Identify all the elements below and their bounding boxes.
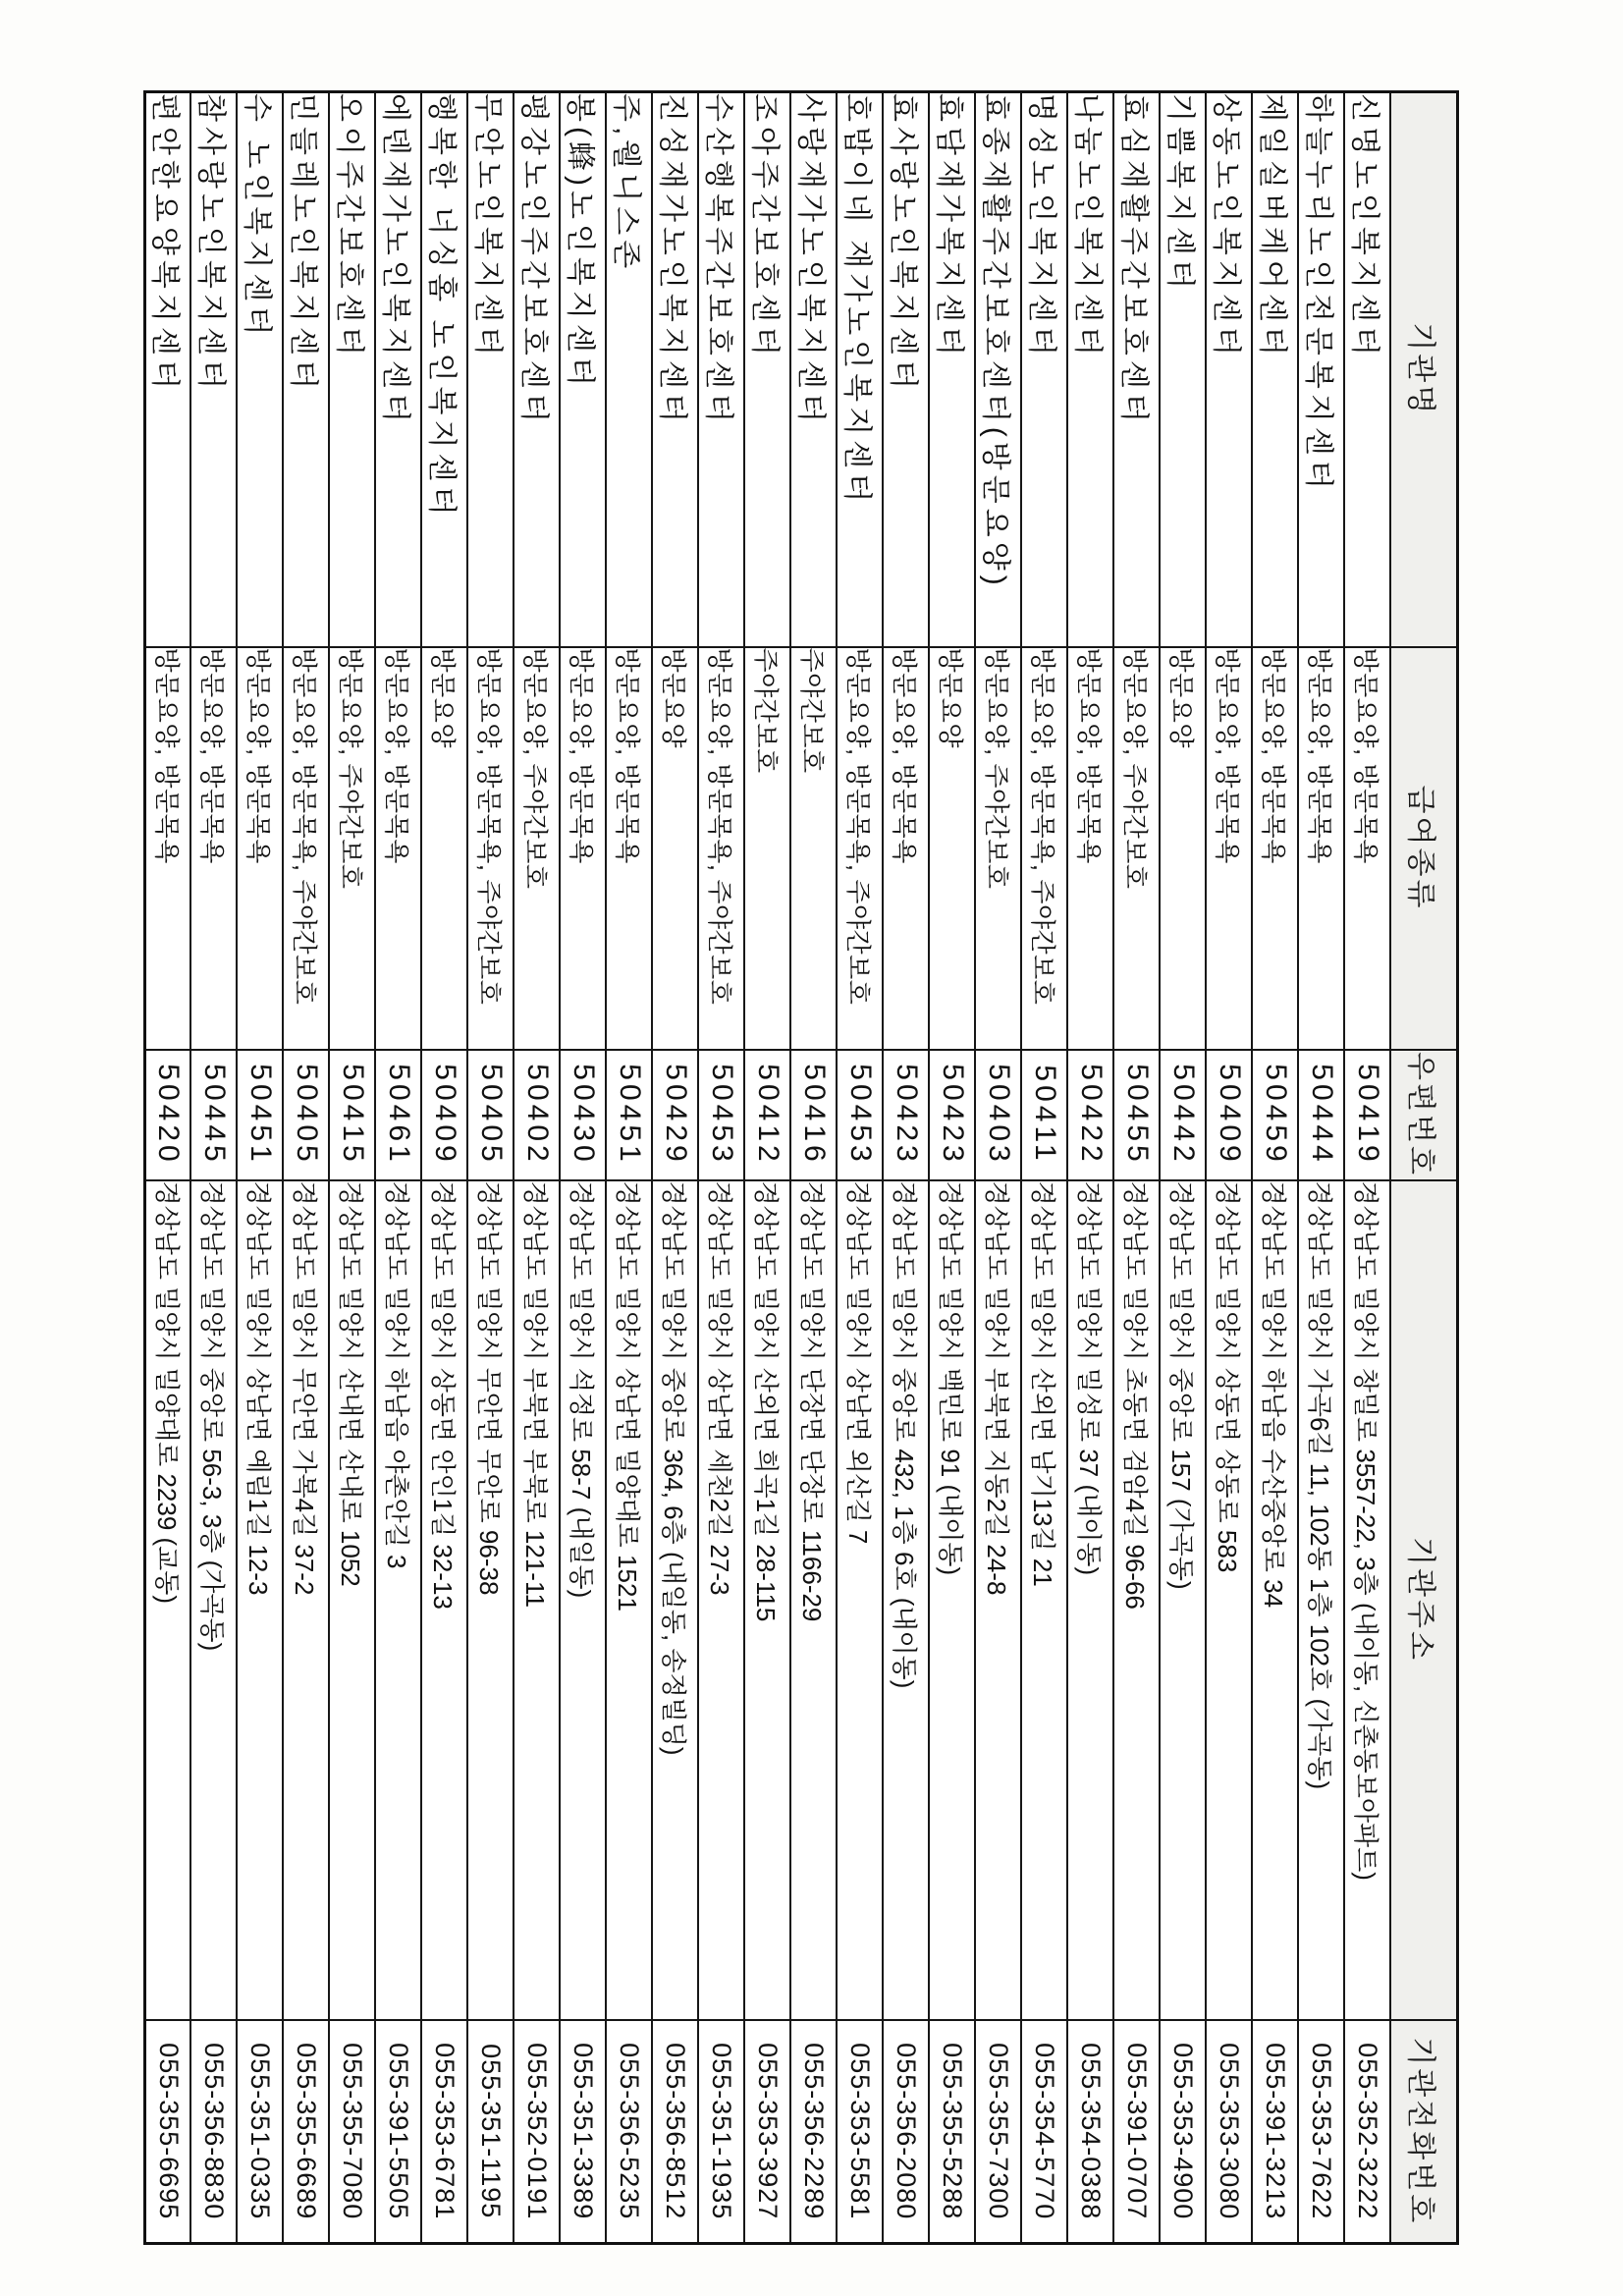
cell-phone: 055-354-0388: [1068, 2020, 1114, 2244]
table-row: [1114, 92, 1161, 2244]
table-row: [1207, 92, 1253, 2244]
table-row: [976, 92, 1022, 2244]
table-row: [930, 92, 976, 2244]
cell-phone: 055-353-4900: [1161, 2020, 1207, 2244]
cell-address: 경상남도 밀양시 밀양대로 2239 (교동): [145, 1180, 191, 2020]
table-row: [514, 92, 561, 2244]
table-row: [422, 92, 468, 2244]
cell-name: 봉(蜂)노인복지센터: [561, 92, 607, 647]
cell-postal: 50429: [653, 1050, 699, 1180]
cell-services: 방문요양, 방문목욕, 주야간보호: [468, 647, 514, 1050]
cell-services: 방문요양, 방문목욕: [607, 647, 653, 1050]
cell-name: 편안한요양복지센터: [145, 92, 191, 647]
col-header-postal: 우편번호: [1391, 1050, 1458, 1180]
cell-address: 경상남도 밀양시 상동면 안인1길 32-13: [422, 1180, 468, 2020]
cell-name: 신명노인복지센터: [1345, 92, 1391, 647]
table-header-row: [1391, 92, 1458, 2244]
cell-services: 방문요양: [653, 647, 699, 1050]
cell-phone: 055-351-3389: [561, 2020, 607, 2244]
cell-services: 방문요양, 방문목욕, 주야간보호: [284, 647, 330, 1050]
cell-postal: 50444: [1299, 1050, 1345, 1180]
cell-address: 경상남도 밀양시 상남면 외산길 7: [838, 1180, 884, 2020]
cell-postal: 50430: [561, 1050, 607, 1180]
table-row: [284, 92, 330, 2244]
cell-phone: 055-353-3927: [745, 2020, 791, 2244]
cell-phone: 055-391-3213: [1253, 2020, 1299, 2244]
cell-services: 방문요양, 주야간보호: [514, 647, 561, 1050]
cell-services: 방문요양, 방문목욕, 주야간보호: [838, 647, 884, 1050]
cell-postal: 50419: [1345, 1050, 1391, 1180]
cell-services: 방문요양, 방문목욕: [1299, 647, 1345, 1050]
cell-address: 경상남도 밀양시 초동면 검암4길 96-66: [1114, 1180, 1161, 2020]
cell-address: 경상남도 밀양시 산내면 산내로 1052: [330, 1180, 376, 2020]
table-row: [791, 92, 838, 2244]
cell-postal: 50405: [468, 1050, 514, 1180]
cell-name: 참사랑노인복지센터: [191, 92, 238, 647]
cell-services: 방문요양: [422, 647, 468, 1050]
cell-phone: 055-355-7080: [330, 2020, 376, 2244]
cell-phone: 055-356-2289: [791, 2020, 838, 2244]
cell-name: 호밥이네 재가노인복지센터: [838, 92, 884, 647]
cell-phone: 055-356-5235: [607, 2020, 653, 2244]
cell-phone: 055-353-3080: [1207, 2020, 1253, 2244]
cell-address: 경상남도 밀양시 부북면 부북로 121-11: [514, 1180, 561, 2020]
table-row: [838, 92, 884, 2244]
cell-phone: 055-353-7622: [1299, 2020, 1345, 2244]
cell-name: 사랑재가노인복지센터: [791, 92, 838, 647]
table-row: [191, 92, 238, 2244]
table-row: [1299, 92, 1345, 2244]
cell-address: 경상남도 밀양시 상남면 밀양대로 1521: [607, 1180, 653, 2020]
table-row: [376, 92, 422, 2244]
cell-services: 주야간보호: [745, 647, 791, 1050]
cell-phone: 055-355-7300: [976, 2020, 1022, 2244]
cell-postal: 50451: [607, 1050, 653, 1180]
col-header-name: 기관명: [1391, 92, 1458, 647]
cell-name: 에덴재가노인복지센터: [376, 92, 422, 647]
cell-services: 방문요양, 주야간보호: [1114, 647, 1161, 1050]
table-row: [607, 92, 653, 2244]
cell-postal: 50403: [976, 1050, 1022, 1180]
cell-postal: 50455: [1114, 1050, 1161, 1180]
cell-postal: 50416: [791, 1050, 838, 1180]
table-row: [745, 92, 791, 2244]
cell-address: 경상남도 밀양시 가곡6길 11, 102동 1층 102호 (가곡동): [1299, 1180, 1345, 2020]
cell-address: 경상남도 밀양시 밀성로 37 (내이동): [1068, 1180, 1114, 2020]
cell-address: 경상남도 밀양시 상동면 상동로 583: [1207, 1180, 1253, 2020]
table-row: [145, 92, 191, 2244]
table-body: [145, 92, 1391, 2244]
cell-services: 방문요양, 방문목욕: [238, 647, 284, 1050]
table-row: [653, 92, 699, 2244]
cell-services: 방문요양, 주야간보호: [976, 647, 1022, 1050]
cell-name: 행복한 너싱홈 노인복지센터: [422, 92, 468, 647]
table-row: [238, 92, 284, 2244]
cell-address: 경상남도 밀양시 창밀로 3557-22, 3층 (내이동, 신촌동보아파트): [1345, 1180, 1391, 2020]
cell-services: 방문요양, 방문목욕, 주야간보호: [699, 647, 745, 1050]
cell-phone: 055-356-2080: [884, 2020, 930, 2244]
cell-phone: 055-391-0707: [1114, 2020, 1161, 2244]
cell-name: 효종재활주간보호센터(방문요양): [976, 92, 1022, 647]
cell-phone: 055-351-1195: [468, 2020, 514, 2244]
cell-postal: 50422: [1068, 1050, 1114, 1180]
cell-phone: 055-355-6689: [284, 2020, 330, 2244]
col-header-address: 기관주소: [1391, 1180, 1458, 2020]
cell-services: 방문요양, 주야간보호: [330, 647, 376, 1050]
cell-address: 경상남도 밀양시 무안면 무안로 96-38: [468, 1180, 514, 2020]
cell-name: 무안노인복지센터: [468, 92, 514, 647]
cell-services: 방문요양, 방문목욕: [1253, 647, 1299, 1050]
cell-address: 경상남도 밀양시 하남읍 야촌안길 3: [376, 1180, 422, 2020]
cell-address: 경상남도 밀양시 하남읍 수산중앙로 34: [1253, 1180, 1299, 2020]
table-row: [884, 92, 930, 2244]
cell-name: 명성노인복지센터: [1022, 92, 1068, 647]
cell-name: 진성재가노인복지센터: [653, 92, 699, 647]
cell-postal: 50409: [1207, 1050, 1253, 1180]
table-row: [330, 92, 376, 2244]
table-row: [1345, 92, 1391, 2244]
table-row: [1161, 92, 1207, 2244]
cell-address: 경상남도 밀양시 중앙로 56-3, 3층 (가곡동): [191, 1180, 238, 2020]
cell-postal: 50409: [422, 1050, 468, 1180]
table-row: [1022, 92, 1068, 2244]
cell-postal: 50453: [838, 1050, 884, 1180]
cell-postal: 50442: [1161, 1050, 1207, 1180]
cell-address: 경상남도 밀양시 석정로 58-7 (내일동): [561, 1180, 607, 2020]
cell-address: 경상남도 밀양시 단장면 단장로 1166-29: [791, 1180, 838, 2020]
facility-table: [143, 90, 1459, 2245]
table-row: [1253, 92, 1299, 2244]
cell-name: 평강노인주간보호센터: [514, 92, 561, 647]
cell-postal: 50405: [284, 1050, 330, 1180]
rotated-table-container: [147, 90, 1459, 2242]
cell-postal: 50453: [699, 1050, 745, 1180]
cell-name: 제일실버케어센터: [1253, 92, 1299, 647]
cell-name: 기쁨복지센터: [1161, 92, 1207, 647]
cell-services: 방문요양, 방문목욕: [561, 647, 607, 1050]
col-header-services: 급여종류: [1391, 647, 1458, 1050]
cell-name: 주,웰니스존: [607, 92, 653, 647]
cell-postal: 50415: [330, 1050, 376, 1180]
cell-postal: 50461: [376, 1050, 422, 1180]
cell-phone: 055-352-0191: [514, 2020, 561, 2244]
cell-services: 방문요양: [1161, 647, 1207, 1050]
cell-name: 효심재활주간보호센터: [1114, 92, 1161, 647]
table-row: [561, 92, 607, 2244]
cell-services: 방문요양: [930, 647, 976, 1050]
cell-phone: 055-353-5581: [838, 2020, 884, 2244]
cell-services: 방문요양, 방문목욕: [191, 647, 238, 1050]
cell-name: 오이주간보호센터: [330, 92, 376, 647]
cell-name: 수산행복주간보호센터: [699, 92, 745, 647]
cell-name: 조아주간보호센터: [745, 92, 791, 647]
table-row: [1068, 92, 1114, 2244]
cell-services: 방문요양, 방문목욕: [376, 647, 422, 1050]
col-header-phone: 기관전화번호: [1391, 2020, 1458, 2244]
cell-postal: 50402: [514, 1050, 561, 1180]
cell-phone: 055-351-0335: [238, 2020, 284, 2244]
cell-name: 나눔노인복지센터: [1068, 92, 1114, 647]
cell-name: 민들레노인복지센터: [284, 92, 330, 647]
cell-address: 경상남도 밀양시 중앙로 157 (가곡동): [1161, 1180, 1207, 2020]
cell-postal: 50411: [1022, 1050, 1068, 1180]
cell-address: 경상남도 밀양시 중앙로 364, 6층 (내일동, 송정빌딩): [653, 1180, 699, 2020]
cell-postal: 50420: [145, 1050, 191, 1180]
cell-postal: 50445: [191, 1050, 238, 1180]
cell-postal: 50412: [745, 1050, 791, 1180]
cell-services: 방문요양, 방문목욕: [1068, 647, 1114, 1050]
cell-phone: 055-353-6781: [422, 2020, 468, 2244]
cell-postal: 50459: [1253, 1050, 1299, 1180]
cell-name: 하늘누리노인전문복지센터: [1299, 92, 1345, 647]
cell-postal: 50451: [238, 1050, 284, 1180]
cell-phone: 055-356-8512: [653, 2020, 699, 2244]
cell-phone: 055-356-8830: [191, 2020, 238, 2244]
cell-phone: 055-351-1935: [699, 2020, 745, 2244]
cell-name: 상동노인복지센터: [1207, 92, 1253, 647]
cell-address: 경상남도 밀양시 중앙로 432, 1층 6호 (내이동): [884, 1180, 930, 2020]
table-row: [699, 92, 745, 2244]
cell-name: 효사랑노인복지센터: [884, 92, 930, 647]
table-row: [468, 92, 514, 2244]
cell-address: 경상남도 밀양시 산외면 희곡1길 28-115: [745, 1180, 791, 2020]
cell-services: 방문요양, 방문목욕, 주야간보호: [1022, 647, 1068, 1050]
cell-address: 경상남도 밀양시 부북면 지동2길 24-8: [976, 1180, 1022, 2020]
cell-address: 경상남도 밀양시 산외면 남기13길 21: [1022, 1180, 1068, 2020]
cell-services: 방문요양, 방문목욕: [145, 647, 191, 1050]
cell-address: 경상남도 밀양시 무안면 가복4길 37-2: [284, 1180, 330, 2020]
cell-phone: 055-355-6695: [145, 2020, 191, 2244]
cell-phone: 055-391-5505: [376, 2020, 422, 2244]
cell-postal: 50423: [884, 1050, 930, 1180]
cell-address: 경상남도 밀양시 상남면 예림1길 12-3: [238, 1180, 284, 2020]
cell-phone: 055-352-3222: [1345, 2020, 1391, 2244]
cell-services: 주야간보호: [791, 647, 838, 1050]
cell-phone: 055-355-5288: [930, 2020, 976, 2244]
cell-postal: 50423: [930, 1050, 976, 1180]
cell-services: 방문요양, 방문목욕: [884, 647, 930, 1050]
cell-name: 효담재가복지센터: [930, 92, 976, 647]
cell-address: 경상남도 밀양시 백민로 91 (내이동): [930, 1180, 976, 2020]
cell-address: 경상남도 밀양시 상남면 세천2길 27-3: [699, 1180, 745, 2020]
cell-services: 방문요양, 방문목욕: [1345, 647, 1391, 1050]
cell-name: 수 노인복지센터: [238, 92, 284, 647]
cell-services: 방문요양, 방문목욕: [1207, 647, 1253, 1050]
cell-phone: 055-354-5770: [1022, 2020, 1068, 2244]
